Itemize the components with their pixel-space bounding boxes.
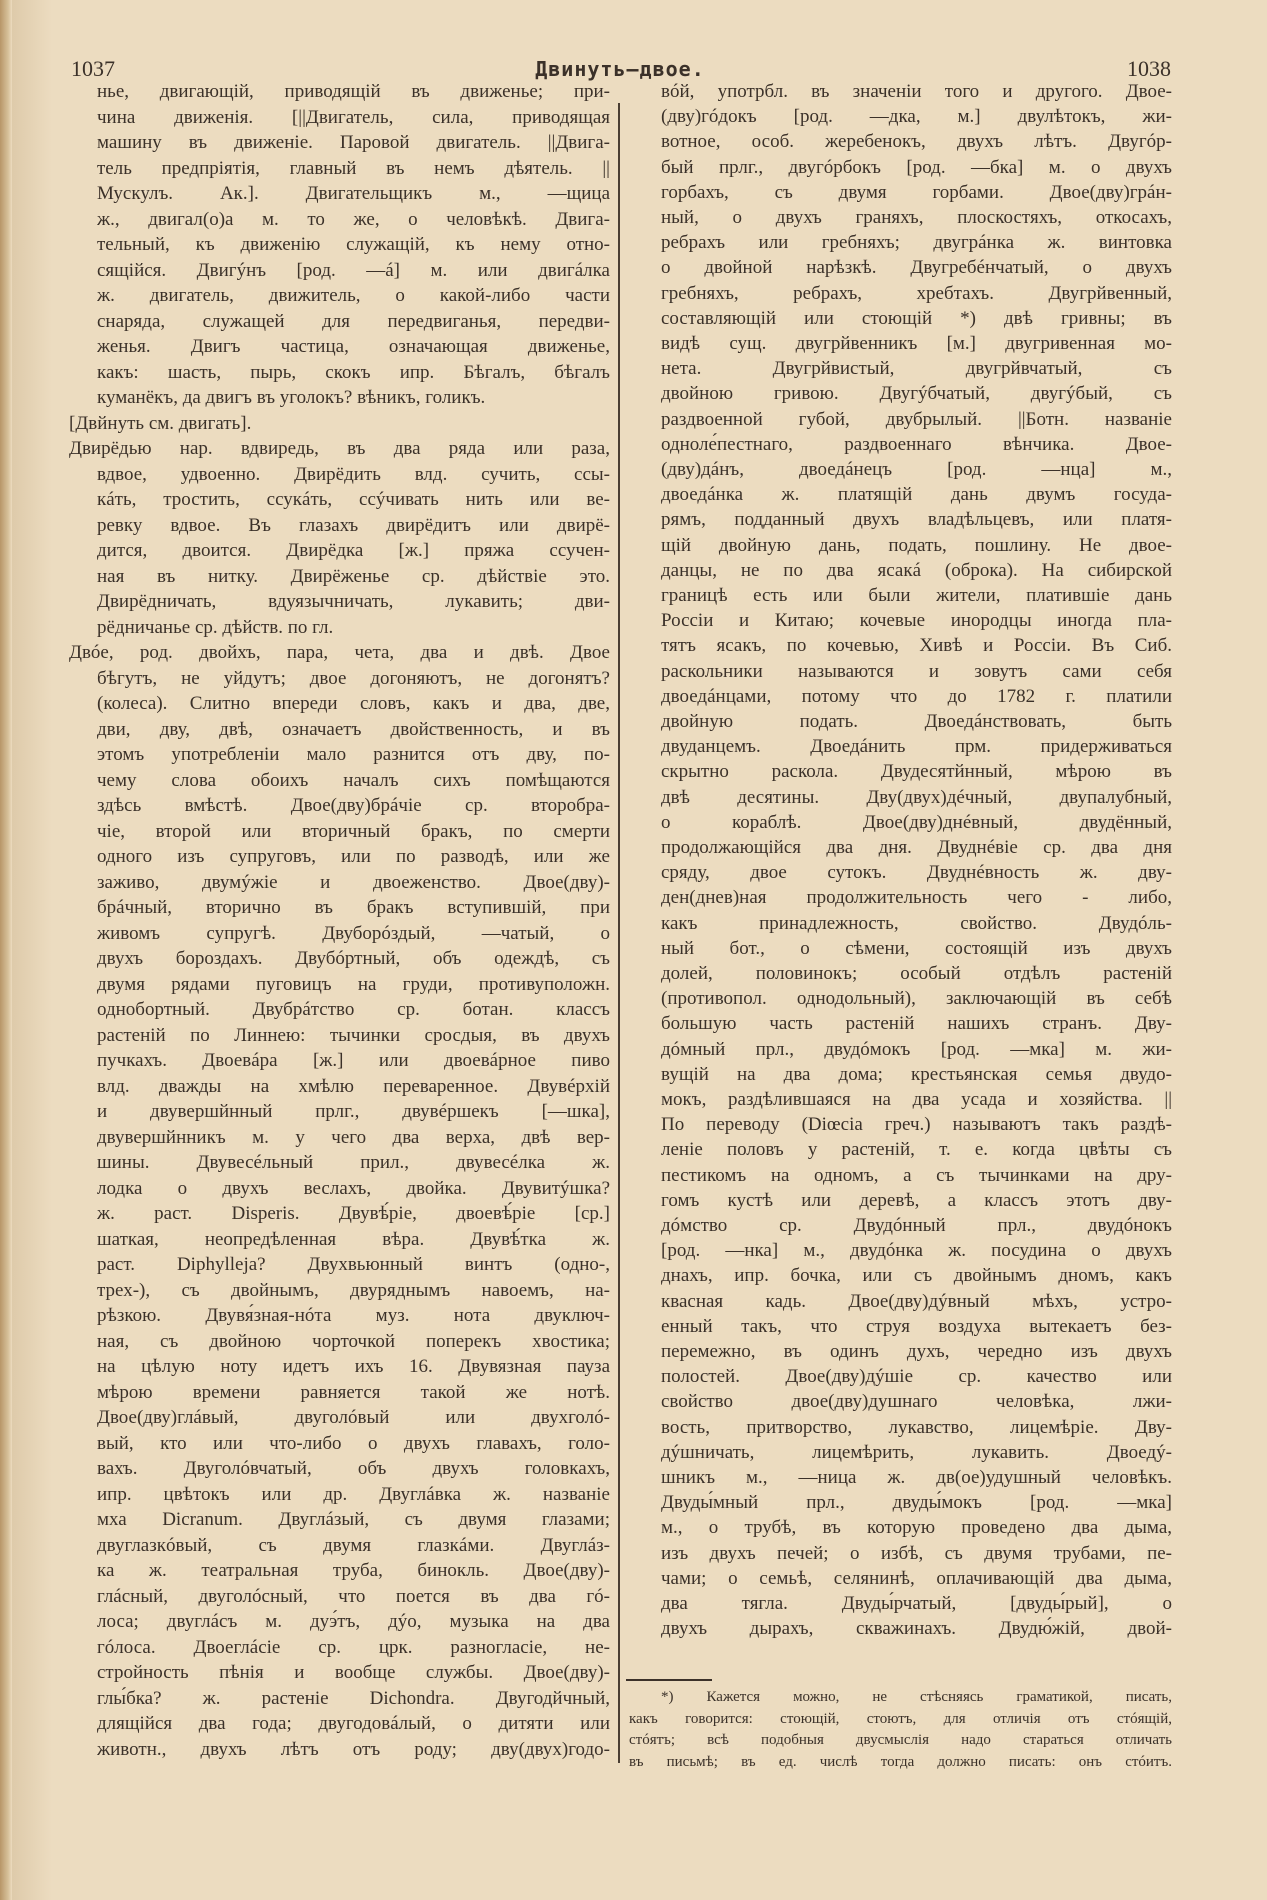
text-line: ден(днев)ная продолжительность чего - либо, (661, 887, 1172, 909)
text-line: раздвоенной губой, двубрылый. ||Ботн. названіе (661, 408, 1172, 430)
text-line: рямъ, подданный двухъ владѣльцевъ, или платя- (661, 509, 1172, 531)
text-line: длящійся два года; двугодовáлый, о дитяти или (97, 1713, 610, 1734)
text-line: двойною гривою. Двугýбчатый, двугýбый, съ (661, 383, 1172, 405)
text-line: раскольники называются и зовутъ сами себя (661, 660, 1172, 682)
text-line: заживо, двумýжіе и двоеженство. Двое(дву)- (97, 871, 610, 893)
text-line: м., о трубѣ, въ которую проведено два дыма, (661, 1517, 1172, 1539)
text-line: гóлоса. Двоеглáсіе ср. црк. разногласіе, не- (97, 1636, 610, 1658)
text-line: тятъ ясакъ, по кочевью, Хивѣ и Россіи. Въ Сиб. (661, 635, 1172, 657)
text-line: лодка о двухъ веслахъ, двойка. Двувитýшка? (97, 1177, 610, 1199)
text-line: шины. Двувесéльный прил., двувесéлка ж. (97, 1152, 610, 1173)
text-line: вость, притворство, лукавство, лицемѣріе. Дву- (661, 1416, 1172, 1438)
text-line: влд. дважды на хмѣлю переваренное. Двувéрхій (97, 1075, 610, 1097)
text-line: двухъ дырахъ, скважинахъ. Двудю́жій, двой- (661, 1618, 1172, 1640)
dictionary-entry-headline: [Двйнуть см. двигать]. (69, 412, 252, 434)
footnote-line: какъ говорится: стоющій, стоютъ, для отличія отъ стóящій, (629, 1710, 1172, 1727)
text-line: здѣсь вмѣстѣ. Двое(дву)брáчіе ср. второбра- (97, 795, 610, 816)
text-line: двоедáнка ж. платящій дань двумъ госуда- (661, 484, 1172, 506)
text-line: сряду, двое сутокъ. Двуднéвность ж. дву- (661, 862, 1172, 884)
text-line: растеній по Линнею: тычинки сросдыя, въ двухъ (97, 1024, 610, 1046)
text-line: брáчный, вторично въ бракъ вступившій, при (97, 897, 610, 918)
column-divider (618, 103, 620, 1763)
text-line: ная, съ двойною чорточкой поперекъ хвостика; (97, 1330, 610, 1352)
text-line: тель предпріятія, главный въ немъ дѣятель. || (97, 157, 610, 179)
text-line: пестикомъ на одномъ, а съ тычинками на дру- (661, 1164, 1172, 1186)
footnote-line: въ письмѣ; въ ед. числѣ тогда должно писать: онъ стóитъ. (629, 1753, 1172, 1770)
text-line: вущій на два дома; крестьянская семья двудо- (661, 1063, 1172, 1085)
text-line: вдвое, удвоенно. Двирёдить влд. сучить, ссы- (97, 463, 610, 485)
text-line: вотное, особ. жеребенокъ, двухъ лѣтъ. Двугóр- (661, 131, 1172, 153)
footnote-line: *) Кажется можно, не стѣсняясь граматикой, писать, (661, 1689, 1172, 1705)
text-line: двувершйнникъ м. у чего два верха, двѣ вер- (97, 1126, 610, 1148)
text-line: двумя рядами пуговицъ на груди, противуположн. (97, 973, 610, 995)
text-line: скрытно раскола. Двудесятйнный, мѣрою въ (661, 761, 1172, 783)
text-line: чина движенія. [||Двигатель, сила, приводящая (97, 106, 610, 128)
text-line: ревку вдвое. Въ глазахъ двирёдитъ или двирё- (97, 514, 610, 536)
text-line: [род. —нка] м., двудóнка ж. посудина о двухъ (661, 1240, 1172, 1262)
text-line: дýшничать, лицемѣрить, лукавить. Двоедý- (661, 1441, 1172, 1463)
text-line: составляющій или стоющій *) двѣ гривны; въ (661, 307, 1172, 329)
text-line: и двувершйнный прлг., двувéршекъ [—шка], (97, 1101, 610, 1122)
text-line: кáть, тростить, ссукáть, ссýчивать нить или ве- (97, 489, 610, 510)
text-line: какъ принадлежность, свойство. Двудóль- (661, 912, 1172, 934)
text-line: (противопол. однодольный), заключающій въ себѣ (661, 988, 1172, 1010)
running-head-title: Двинуть—двое. (535, 57, 705, 81)
text-line: двойную подать. Двоедáнствовать, быть (661, 711, 1172, 732)
text-line: трех-), съ двойнымъ, двуряднымъ навоемъ, на- (97, 1279, 610, 1301)
text-line: двоедáнцами, потому что до 1782 г. платили (661, 685, 1172, 707)
text-line: двухъ бороздахъ. Двубóртный, объ одеждѣ, съ (97, 948, 610, 969)
text-line: чіе, второй или вторичный бракъ, по смерти (97, 820, 610, 842)
text-line: долей, половинокъ; особый отдѣлъ растеній (661, 963, 1172, 984)
page-binding-edge (0, 0, 12, 1900)
text-line: чами; о семьѣ, селянинѣ, оплачивающій два дыма, (661, 1567, 1172, 1589)
text-line: женья. Двигъ частица, означающая движенье, (97, 336, 610, 357)
text-line: тельный, къ движенію служащій, къ нему отно- (97, 234, 610, 255)
text-line: вахъ. Двуголóвчатый, объ двухъ головкахъ, (97, 1458, 610, 1479)
text-line: ный бот., о сѣмени, состоящій изъ двухъ (661, 937, 1172, 959)
text-line: днахъ, ипр. бочка, или съ двойнымъ дномъ, какъ (661, 1265, 1172, 1287)
text-line: пучкахъ. Двоевáра [ж.] или двоевáрное пиво (97, 1050, 610, 1071)
text-line: рѣзкою. Двувя́зная-нóта муз. нота двуключ- (97, 1305, 610, 1326)
text-line: глáсный, двуголóсный, что поется въ два гó- (97, 1585, 610, 1607)
text-line: шникъ м., —ница ж. дв(ое)удушный человѣкъ. (661, 1467, 1172, 1488)
text-line: стройность пѣнія и вообще службы. Двое(дву)- (97, 1662, 610, 1683)
text-line: ный, о двухъ граняхъ, плоскостяхъ, откосахъ, (661, 207, 1172, 228)
text-line: (дву)дáнъ, двоедáнецъ [род. —нца] м., (661, 459, 1172, 480)
text-line: одноле́пестнаго, раздвоеннаго вѣнчика. Двое- (661, 433, 1172, 455)
text-line: чему слова обоихъ началъ сихъ помѣщаются (97, 769, 610, 791)
text-line: Двуды́мный прл., двуды́мокъ [род. —мка] (661, 1492, 1172, 1514)
text-line: свойство двое(дву)душнаго человѣка, лжи- (661, 1391, 1172, 1413)
text-line: Россіи и Китаю; кочевые инородцы иногда пла- (661, 610, 1172, 632)
text-line: (колеса). Слитно впереди словъ, какъ и два, две, (97, 693, 610, 714)
text-line: живомъ супругѣ. Двуборóздый, —чатый, о (97, 922, 610, 944)
text-line: продолжающійся два дня. Двуднéвіе ср. два дня (661, 837, 1172, 858)
text-line: двуглазкóвый, съ двумя глазкáми. Двуглáз- (97, 1534, 610, 1556)
text-line: однобортный. Двубрáтство ср. ботан. классъ (97, 999, 610, 1020)
text-line: о кораблѣ. Двое(дву)днéвный, двудённый, (661, 811, 1172, 833)
text-line: животн., двухъ лѣтъ отъ роду; дву(двух)годо- (97, 1738, 610, 1760)
text-line: ж. раст. Disperis. Двувѣ́ріе, двоевѣ́ріе [ср.] (97, 1203, 610, 1224)
text-line: куманёкъ, да двигъ въ уголокъ? вѣникъ, голикъ. (97, 387, 486, 408)
text-line: ная въ нитку. Двирёженье ср. дѣйствіе это. (97, 565, 610, 587)
text-line: дви, дву, двѣ, означаетъ двойственность, и въ (97, 718, 610, 740)
text-line: два тягла. Двуды́рчатый, [двуды́рый], о (661, 1593, 1172, 1614)
text-line: двѣ десятины. Дву(двух)дéчный, двупалубный, (661, 786, 1172, 808)
text-line: дóмный прл., двудóмокъ [род. —мка] м. жи- (661, 1038, 1172, 1060)
text-line: бѣгутъ, не уйдутъ; двое догоняютъ, не догонятъ? (97, 667, 610, 689)
footnote-line: стóятъ; всѣ подобныя двусмыслія надо стараться отличать (629, 1732, 1172, 1748)
text-line: о двойной нарѣзкѣ. Двугребéнчатый, о двухъ (661, 257, 1172, 279)
text-line: ипр. цвѣтокъ или др. Двуглáвка ж. названіе (97, 1483, 610, 1505)
dictionary-entry-headline: Двóе, род. двойхъ, пара, чета, два и двѣ. Двое (69, 642, 610, 663)
text-line: По переводу (Diœcia греч.) называютъ такъ раздѣ- (661, 1114, 1172, 1136)
text-line: горбахъ, съ двумя горбами. Двое(дву)грáн- (661, 181, 1172, 203)
text-line: большую часть растеній нашихъ странъ. Дву- (661, 1013, 1172, 1035)
text-line: видѣ сущ. двугрйвенникъ [м.] двугривенная мо- (661, 333, 1172, 354)
text-line: дóмство ср. Двудóнный прл., двудóнокъ (661, 1215, 1172, 1236)
footnote-rule (626, 1679, 712, 1681)
text-line: леніе половъ у растеній, т. е. когда цвѣты съ (661, 1139, 1172, 1161)
text-line: перемежно, въ одинъ духъ, чередно изъ двухъ (661, 1341, 1172, 1362)
text-line: изъ двухъ печей; о избѣ, съ двумя трубами, пе- (661, 1542, 1172, 1564)
text-line: (дву)гóдокъ [род. —дка, м.] двулѣтокъ, жи- (661, 106, 1172, 128)
text-line: рёдничанье ср. дѣйств. по гл. (97, 616, 334, 638)
text-line: снаряда, служащей для передвиганья, передви- (97, 310, 610, 332)
text-line: раст. Diphylleja? Двухвьюнный винтъ (одно-, (97, 1254, 610, 1275)
page-number-left: 1037 (71, 56, 115, 81)
text-line: двуданцемъ. Двоедáнить прм. придерживаться (661, 736, 1172, 758)
text-line: этомъ употребленіи мало разнится отъ дву, по- (97, 744, 610, 765)
text-line: дится, двоится. Двирёдка [ж.] пряжа ссучен- (97, 540, 610, 561)
text-line: на цѣлую ноту идетъ ихъ 16. Двувязная пауза (97, 1356, 610, 1377)
text-line: бый прлг., двугóрбокъ [род. —бка] м. о двухъ (661, 156, 1172, 178)
dictionary-entry-headline: Двирёдью нар. вдвиредь, въ два ряда или раза, (69, 438, 610, 459)
text-line: гребняхъ, ребрахъ, хребтахъ. Двугрйвенный, (661, 282, 1172, 304)
text-line: мокъ, раздѣлившаяся на два усада и хозяйства. || (661, 1089, 1172, 1110)
text-line: Двирёдничать, вдуязычничать, лукавить; дви- (97, 591, 610, 612)
text-line: глы́бка? ж. растеніе Dichondra. Двугодйчный, (97, 1687, 610, 1709)
page-gutter-shadow (12, 0, 52, 1900)
text-line: шаткая, неопредѣленная вѣра. Двувѣ́тка ж. (97, 1228, 610, 1250)
text-line: данцы, не по два ясакá (оброка). На сибирской (661, 559, 1172, 581)
text-line: нета. Двугрйвистый, двугрйвчатый, съ (661, 358, 1172, 380)
text-line: Мускулъ. Ак.]. Двигательщикъ м., —щица (97, 183, 610, 204)
text-line: мха Dicranum. Двуглáзый, съ двумя глазами; (97, 1509, 610, 1530)
text-line: щій двойную дань, подать, пошлину. Не двое- (661, 534, 1172, 556)
text-line: одного изъ супруговъ, или по разводѣ, или же (97, 846, 610, 867)
text-line: енный такъ, что струя воздуха вытекаетъ без- (661, 1315, 1172, 1337)
text-line: ж. двигатель, движитель, о какой-либо части (97, 285, 610, 306)
text-line: сящійся. Двигýнъ [род. —á] м. или двигáлка (97, 259, 610, 281)
text-line: нье, двигающій, приводящій въ движенье; при- (97, 81, 610, 102)
text-line: квасная кадь. Двое(дву)дýвный мѣхъ, устро- (661, 1290, 1172, 1312)
text-line: машину въ движеніе. Паровой двигатель. ||Двига- (97, 132, 610, 153)
text-line: ребрахъ или гребняхъ; двугрáнка ж. винтовка (661, 232, 1172, 254)
text-line: границѣ есть или были жители, платившіе дань (661, 585, 1172, 606)
text-line: вóй, употрбл. въ значеніи того и другого. Двое- (661, 81, 1172, 102)
text-line: ка ж. театральная труба, бинокль. Двое(дву)- (97, 1560, 610, 1581)
text-line: полостей. Двое(дву)дýшіе ср. качество или (661, 1366, 1172, 1388)
page-number-right: 1038 (1127, 56, 1171, 81)
text-line: ж., двигал(о)а м. то же, о человѣкѣ. Двига- (97, 208, 610, 230)
text-line: какъ: шасть, пырь, скокъ ипр. Бѣгалъ, бѣгалъ (97, 361, 610, 383)
text-line: гомъ кустѣ или деревѣ, а классъ этотъ дву- (661, 1189, 1172, 1211)
text-line: Двое(дву)глáвый, двуголóвый или двухголó- (97, 1407, 610, 1428)
text-line: вый, кто или что-либо о двухъ главахъ, голо- (97, 1432, 610, 1454)
text-line: лоса; двуглáсъ м. дуэ́тъ, дýо, музыка на два (97, 1611, 610, 1632)
text-line: мѣрою времени равняется такой же нотѣ. (97, 1381, 610, 1403)
